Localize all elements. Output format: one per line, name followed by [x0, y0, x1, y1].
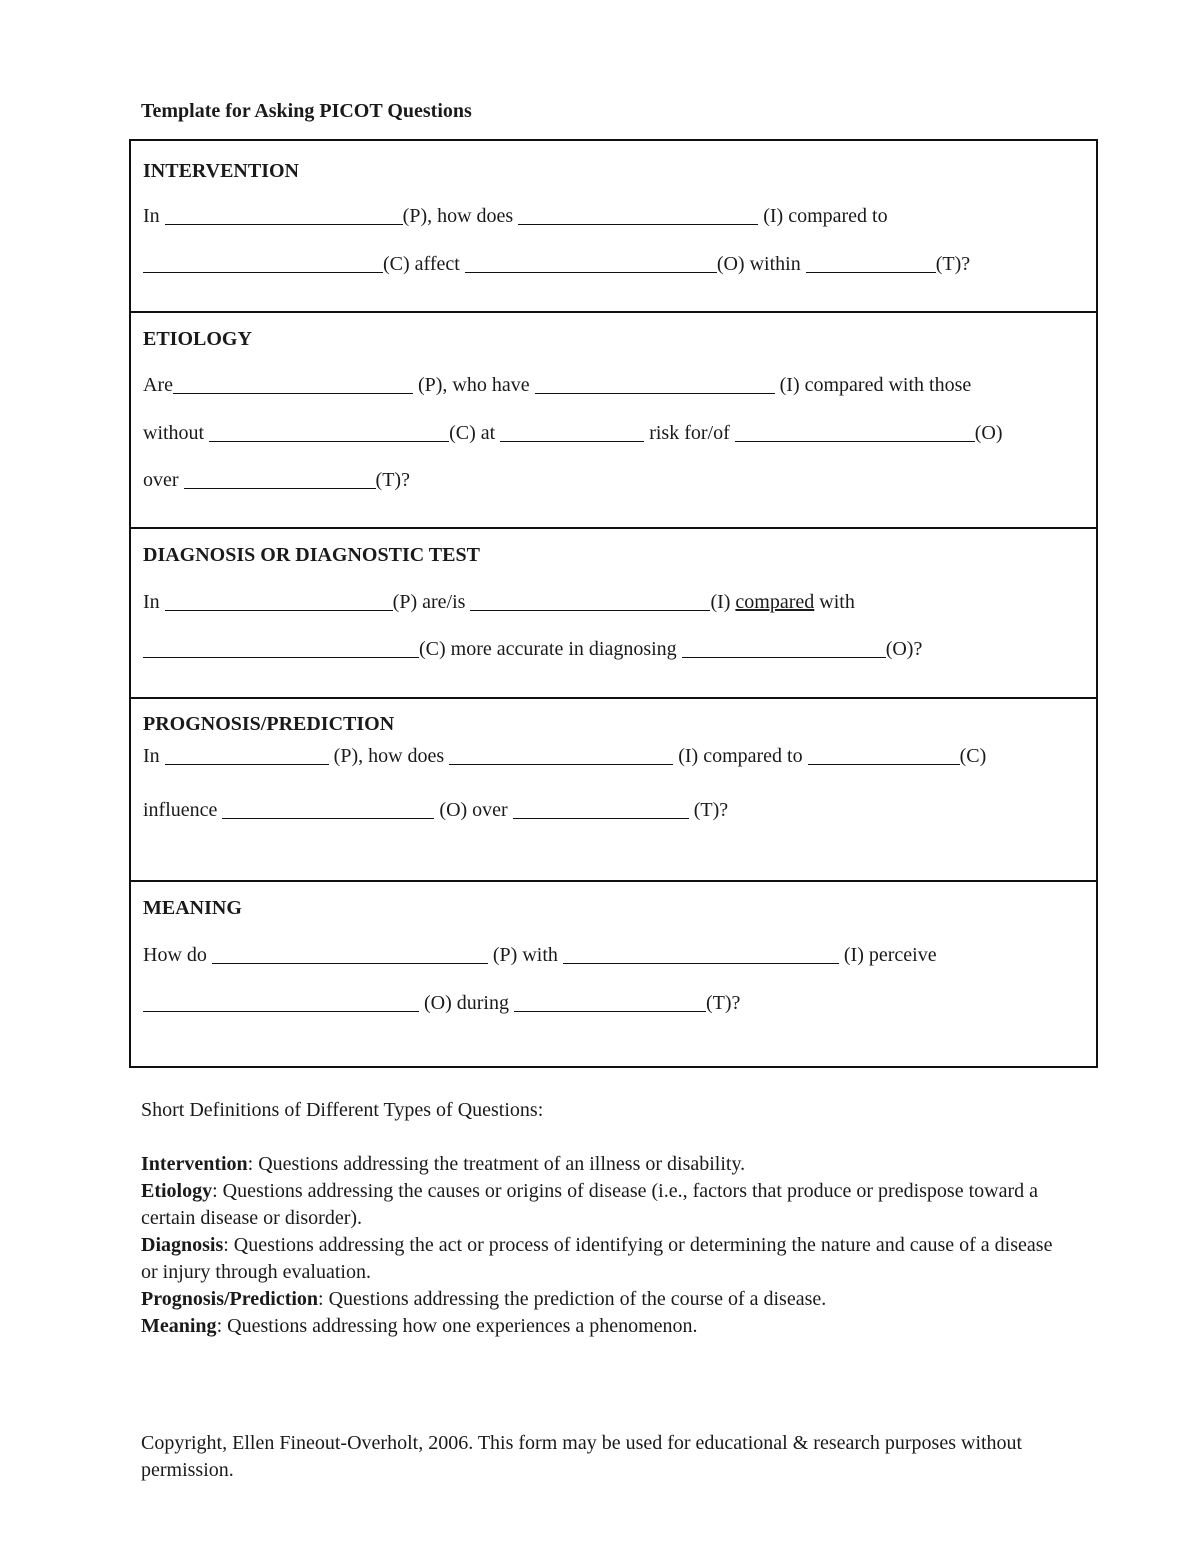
- definition-item: [141, 1313, 1071, 1340]
- definition-term: Meaning: [141, 1315, 217, 1337]
- form-line: [143, 745, 986, 768]
- form-text: (T)?: [705, 992, 741, 1014]
- form-text: (O): [974, 422, 1003, 444]
- form-text: (C) affect: [383, 253, 465, 275]
- form-text: risk for/of: [644, 422, 735, 444]
- definition-term: Intervention: [141, 1153, 248, 1175]
- population-blank[interactable]: [212, 945, 488, 964]
- form-text: (P), how does: [328, 745, 450, 767]
- section-heading: ETIOLOGY: [143, 328, 252, 350]
- section-meaning: [131, 880, 1096, 1066]
- intervention-blank[interactable]: [563, 945, 839, 964]
- definition-text: : Questions addressing how one experiences a phenomenon.: [216, 1315, 698, 1337]
- definitions: [141, 1097, 1071, 1340]
- section-prognosis: [131, 697, 1096, 882]
- copyright-notice: Copyright, Ellen Fineout-Overholt, 2006. This form may be used for educational & research purposes without permission.: [141, 1432, 1023, 1481]
- form-text: (C) more accurate in diagnosing: [419, 638, 682, 660]
- form-text: over: [143, 469, 184, 491]
- form-text: (I) compared to: [673, 745, 808, 767]
- definitions-intro: Short Definitions of Different Types of Questions:: [141, 1099, 544, 1121]
- form-text: (C): [959, 745, 987, 767]
- form-text: (O) within: [716, 253, 806, 275]
- form-text: (P) with: [487, 944, 563, 966]
- intervention-blank[interactable]: [470, 592, 710, 611]
- form-line: [143, 944, 937, 967]
- outcome-blank[interactable]: [222, 800, 434, 819]
- form-text: with: [814, 591, 855, 613]
- definition-term: Diagnosis: [141, 1234, 224, 1256]
- comparison-blank[interactable]: [808, 746, 960, 765]
- form-text: (I) compared with those: [774, 374, 972, 396]
- definition-text: : Questions addressing the prediction of the course of a disease.: [318, 1288, 827, 1310]
- form-line: [143, 992, 740, 1015]
- form-text: (P), who have: [412, 374, 535, 396]
- form-line: [143, 591, 855, 614]
- comparison-blank[interactable]: [143, 639, 419, 658]
- definition-item: [141, 1151, 1071, 1178]
- form-text: (I) compared to: [758, 205, 888, 227]
- outcome-blank[interactable]: [735, 423, 975, 442]
- form-line: [143, 253, 970, 276]
- form-text: (T)?: [688, 799, 729, 821]
- section-heading: DIAGNOSIS OR DIAGNOSTIC TEST: [143, 544, 480, 566]
- section-heading: PROGNOSIS/PREDICTION: [143, 713, 395, 735]
- intervention-blank[interactable]: [449, 746, 673, 765]
- outcome-blank[interactable]: [143, 993, 419, 1012]
- form-text: (T)?: [935, 253, 971, 275]
- time-blank[interactable]: [806, 254, 936, 273]
- definition-text: : Questions addressing the treatment of an illness or disability.: [247, 1153, 746, 1175]
- picot-form: [129, 139, 1098, 1068]
- form-text: In: [143, 745, 165, 767]
- form-line: [143, 422, 1003, 445]
- form-text: (I) perceive: [838, 944, 937, 966]
- form-text: (I): [710, 591, 736, 613]
- section-diagnosis: [131, 527, 1096, 699]
- intervention-blank[interactable]: [535, 375, 775, 394]
- outcome-blank[interactable]: [465, 254, 717, 273]
- outcome-blank[interactable]: [682, 639, 886, 658]
- population-blank[interactable]: [165, 206, 403, 225]
- form-line: [143, 374, 971, 397]
- definition-term: Etiology: [141, 1180, 213, 1202]
- population-blank[interactable]: [165, 592, 393, 611]
- form-line: [143, 638, 922, 661]
- form-text: Are: [143, 374, 173, 396]
- form-text: (P), how does: [402, 205, 519, 227]
- form-text: (T)?: [375, 469, 410, 491]
- definition-term: Prognosis/Prediction: [141, 1288, 319, 1310]
- page-title: Template for Asking PICOT Questions: [141, 100, 472, 122]
- form-line: [143, 799, 728, 822]
- form-text: influence: [143, 799, 223, 821]
- time-blank[interactable]: [513, 800, 689, 819]
- section-heading: INTERVENTION: [143, 160, 299, 182]
- form-text: (O) during: [419, 992, 514, 1014]
- definition-item: [141, 1286, 1071, 1313]
- definition-text: : Questions addressing the act or process of identifying or determining the nature and cause of a disease or injury through evaluation.: [141, 1234, 1053, 1283]
- form-text: compared: [735, 591, 815, 613]
- section-heading: MEANING: [143, 897, 242, 919]
- definition-item: [141, 1178, 1071, 1232]
- form-line: [143, 469, 410, 492]
- form-line: [143, 205, 888, 228]
- form-text: In: [143, 205, 165, 227]
- comparison-blank[interactable]: [143, 254, 383, 273]
- form-text: In: [143, 591, 165, 613]
- intervention-blank[interactable]: [518, 206, 758, 225]
- time-blank[interactable]: [184, 470, 376, 489]
- comparison-blank[interactable]: [209, 423, 449, 442]
- population-blank[interactable]: [165, 746, 329, 765]
- form-text: without: [143, 422, 210, 444]
- population-blank[interactable]: [173, 375, 413, 394]
- form-text: (P) are/is: [392, 591, 471, 613]
- form-text: How do: [143, 944, 212, 966]
- section-etiology: [131, 311, 1096, 529]
- section-intervention: [131, 141, 1096, 313]
- form-text: (O) over: [434, 799, 513, 821]
- time-blank[interactable]: [514, 993, 706, 1012]
- risk-blank[interactable]: [500, 423, 644, 442]
- definition-text: : Questions addressing the causes or origins of disease (i.e., factors that produce or predispose toward a certain disease or disorder).: [141, 1180, 1039, 1229]
- form-text: (O)?: [885, 638, 923, 660]
- form-text: (C) at: [449, 422, 501, 444]
- definition-item: [141, 1232, 1071, 1286]
